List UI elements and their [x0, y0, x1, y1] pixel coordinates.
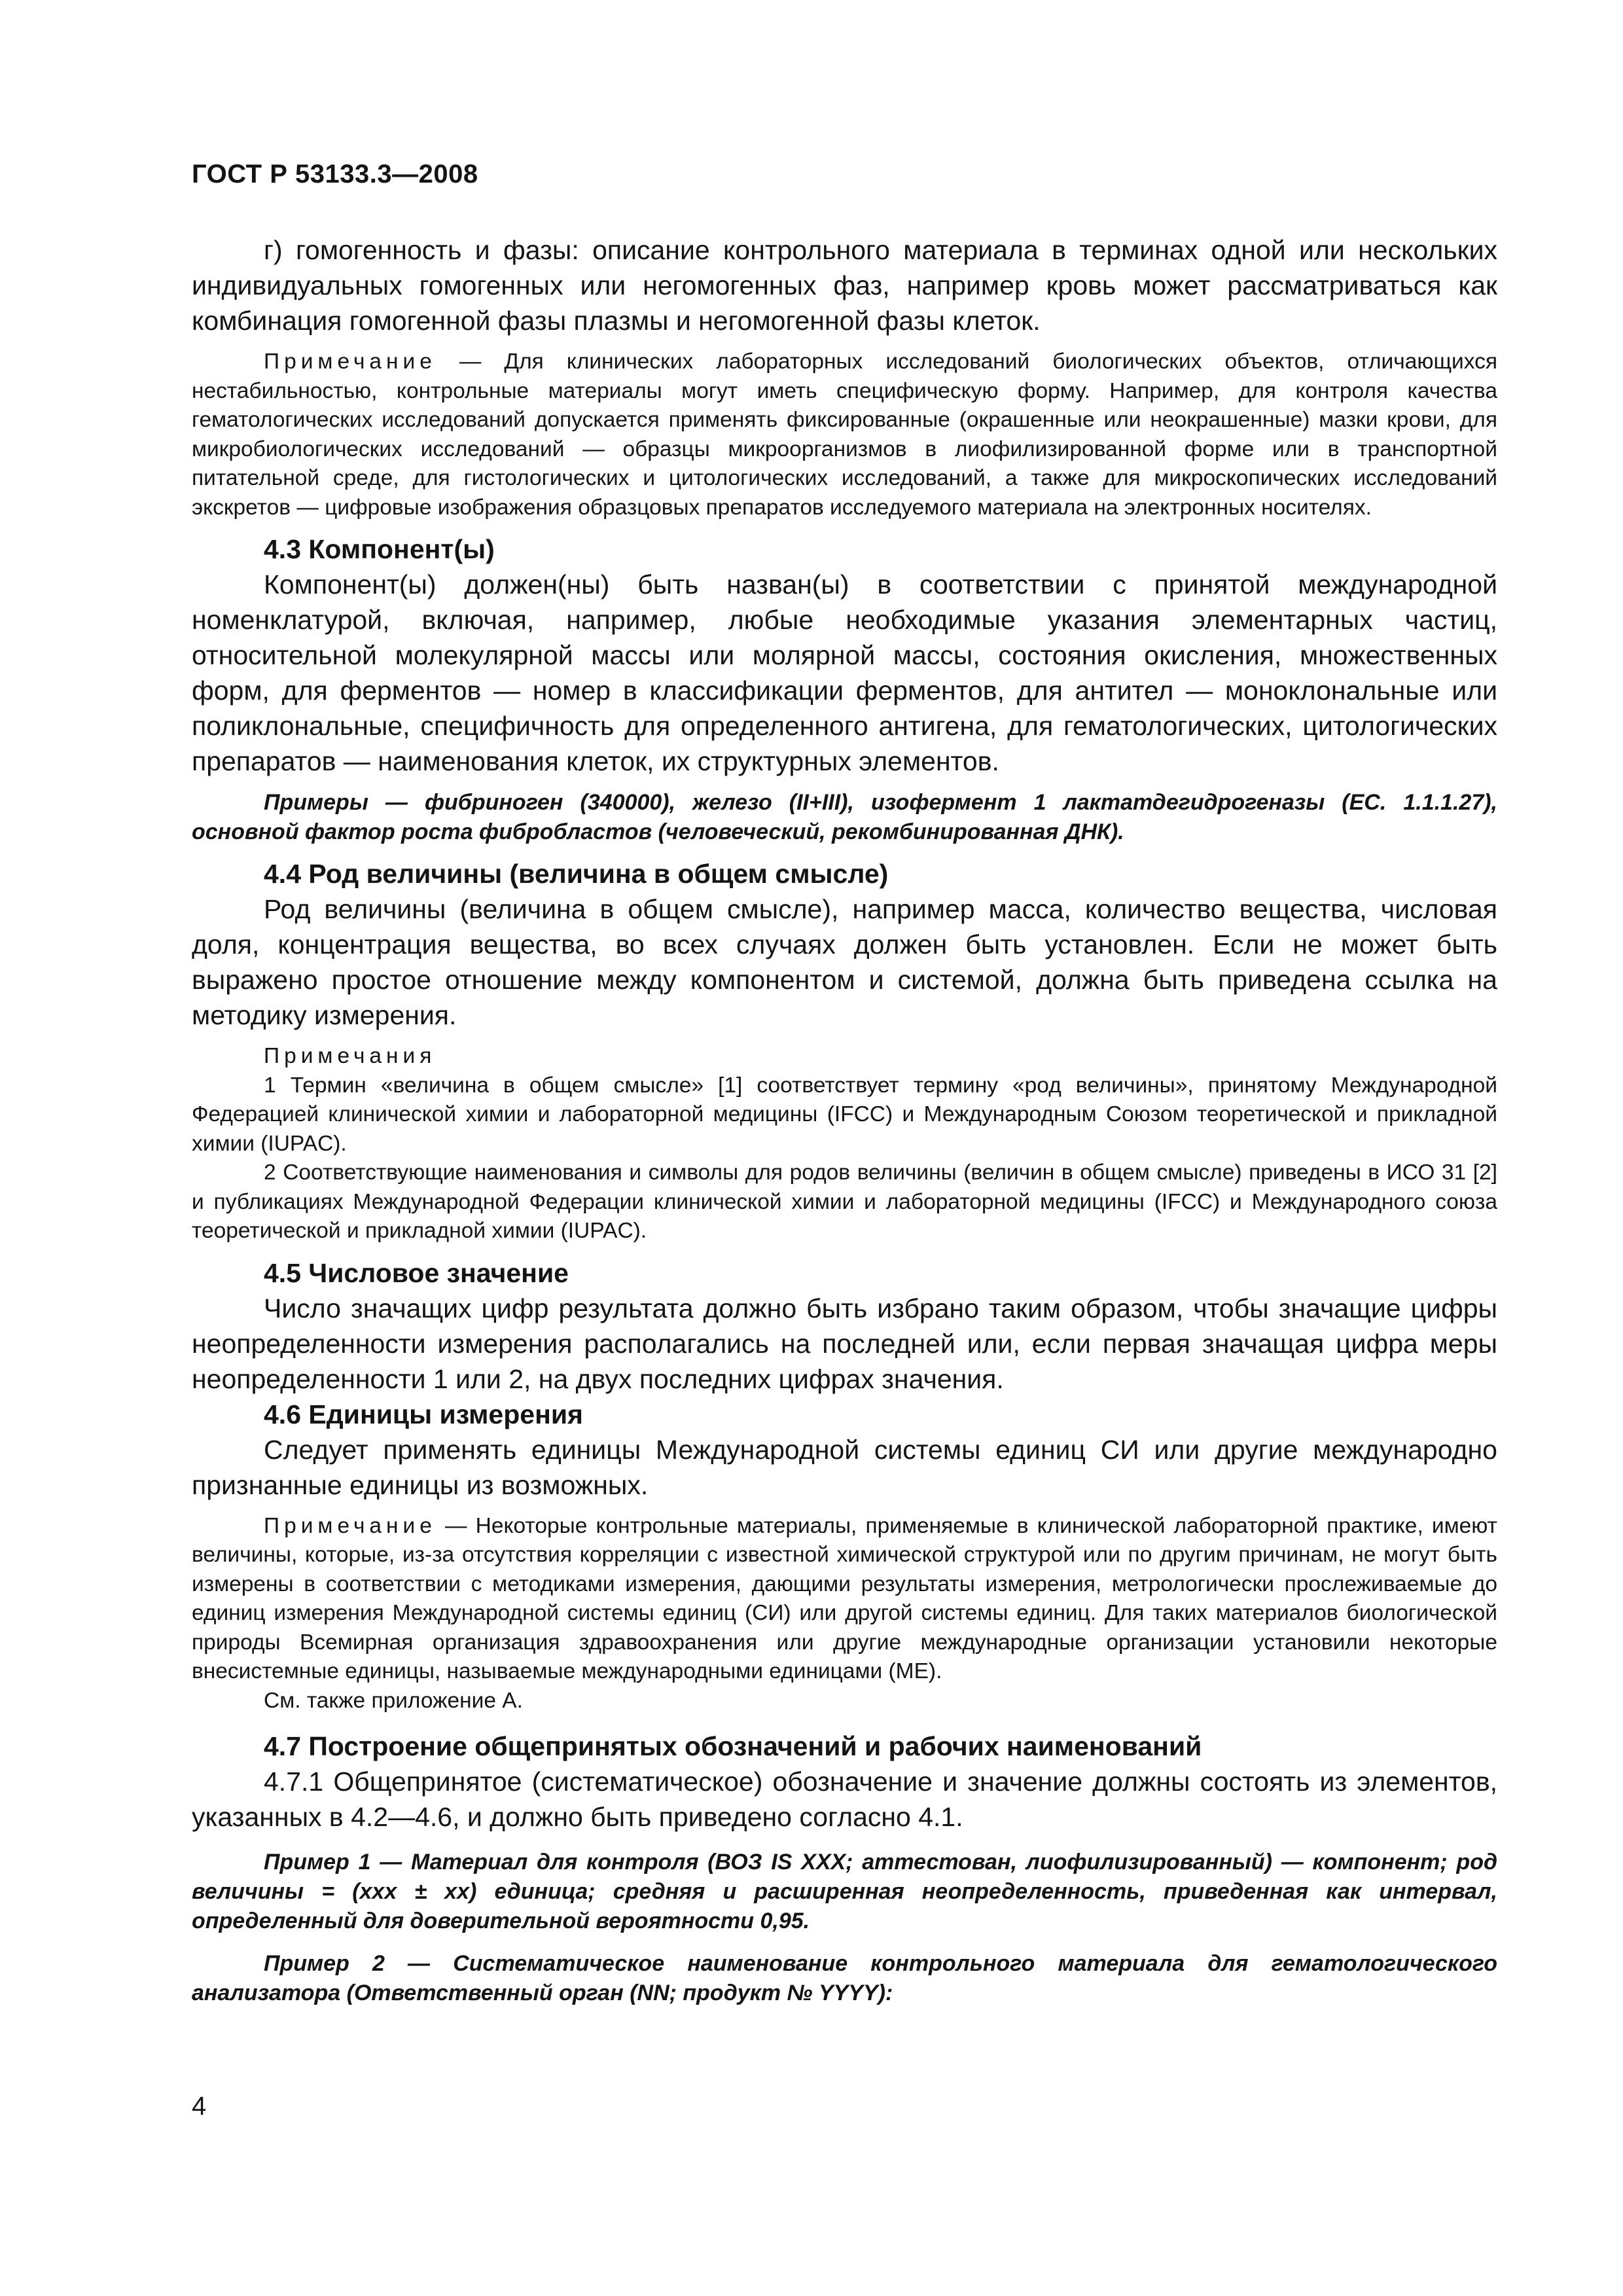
example-4-3: Примеры — фибриноген (340000), железо (II+III), изофермент 1 лактатдегидрогеназы (EC. 1.1.1.27), основной фактор роста фибробластов (человеческий, рекомбинированная ДНК). — [192, 790, 1497, 844]
note-4-6 — [192, 1512, 1497, 1687]
note-label: Примечание — [264, 1513, 437, 1538]
paragraph-4-6: Следует применять единицы Международной системы единиц СИ или другие международно признанные единицы из возможных. — [192, 1434, 1497, 1500]
paragraph-4-5: Число значащих цифр результата должно быть избрано таким образом, чтобы значащие цифры неопределенности измерения располагались на последней или, если первая значащая цифра меры неопределенности 1 или 2, на двух последних цифрах значения. — [192, 1293, 1497, 1394]
note-4-4-1: 1 Термин «величина в общем смысле» [1] соответствует термину «род величины», принятому Международной Федерацией клинической химии и лабораторной медицины (IFCC) и Международным Союзом теоретической и прикладной химии (IUPAC). — [192, 1073, 1497, 1156]
section-heading-4-6: 4.6 Единицы измерения — [264, 1399, 583, 1429]
notes-label: Примечания — [264, 1044, 437, 1068]
notes-label-4-4 — [192, 1042, 1497, 1071]
paragraph-homogeneity: г) гомогенность и фазы: описание контрольного материала в терминах одной или нескольких индивидуальных гомогенных или негомогенных фаз, например кровь может рассматриваться как комбинация гомогенной фазы плазмы и негомогенной фазы клеток. — [192, 235, 1497, 336]
page-body — [192, 232, 1497, 2008]
page-number: 4 — [192, 2092, 207, 2121]
example-2: Пример 2 — Систематическое наименование контрольного материала для гематологического анализатора (Ответственный орган (NN; продукт № YYYY): — [192, 1951, 1497, 2005]
section-heading-4-3: 4.3 Компонент(ы) — [264, 534, 495, 564]
paragraph-4-3: Компонент(ы) должен(ны) быть назван(ы) в соответствии с принятой международной номенклатурой, включая, например, любые необходимые указания элементарных частиц, относительной молекулярной массы или молярной массы, состояния окисления, множественных форм, для ферментов — номер в классификации ферментов, для антител — моноклональные или поликлональные, специфичность для определенного антигена, для гематологических, цитологических препаратов — наименования клеток, их структурных элементов. — [192, 569, 1497, 776]
section-heading-4-7: 4.7 Построение общепринятых обозначений и рабочих наименований — [264, 1731, 1202, 1761]
section-heading-4-5: 4.5 Числовое значение — [264, 1257, 569, 1288]
note-control-materials — [192, 348, 1497, 522]
paragraph-4-4: Род величины (величина в общем смысле), например масса, количество вещества, числовая доля, концентрация вещества, во всех случаях должен быть установлен. Если не может быть выражено простое отношение между компонентом и системой, должна быть приведена ссылка на методику измерения. — [192, 894, 1497, 1030]
document-code-header: ГОСТ Р 53133.3—2008 — [192, 160, 478, 188]
example-1: Пример 1 — Материал для контроля (ВОЗ IS XXX; аттестован, лиофилизированный) — компонент; род величины = (ххх ± хх) единица; средняя и расширенная неопределенность, приведенная как интервал, определенный для доверительной вероятности 0,95. — [192, 1850, 1497, 1933]
paragraph-4-7-1: 4.7.1 Общепринятое (систематическое) обозначение и значение должны состоять из элементов, указанных в 4.2—4.6, и должно быть приведено согласно 4.1. — [192, 1767, 1497, 1832]
section-heading-4-4: 4.4 Род величины (величина в общем смысле) — [264, 859, 889, 889]
note-see-also: См. также приложение А. — [264, 1688, 523, 1713]
note-label: Примечание — [264, 350, 437, 374]
note-4-4-2: 2 Соответствующие наименования и символы для родов величины (величин в общем смысле) приведены в ИСО 31 [2] и публикациях Международной Федерации клинической химии и лабораторной медицины (IFCC) и Международного союза теоретической и прикладной химии (IUPAC). — [192, 1160, 1497, 1243]
note-text: — Для клинических лабораторных исследований биологических объектов, отличающихся нестабильностью, контрольные материалы могут иметь специфическую форму. Например, для контроля качества гематологических исследований допускается применять фиксированные (окрашенные или неокрашенные) мазки крови, для микробиологических исследований — образцы микроорганизмов в лиофилизированной форме или в транспортной питательной среде, для гистологических и цитологических исследований, а также для микроскопических исследований экскретов — цифровые изображения образцовых препаратов исследуемого материала на электронных носителях. — [192, 350, 1497, 520]
note-text: — Некоторые контрольные материалы, применяемые в клинической лабораторной практике, имеют величины, которые, из-за отсутствия корреляции с известной химической структурой или по другим причинам, не могут быть измерены в соответствии с методиками измерения, дающими результаты измерения, метрологически прослеживаемые до единиц измерения Международной системы единиц (СИ) или другой системы единиц. Для таких материалов биологической природы Всемирная организация здравоохранения или другие международные организации установили некоторые внесистемные единицы, называемые международными единицами (МЕ). — [192, 1513, 1497, 1683]
